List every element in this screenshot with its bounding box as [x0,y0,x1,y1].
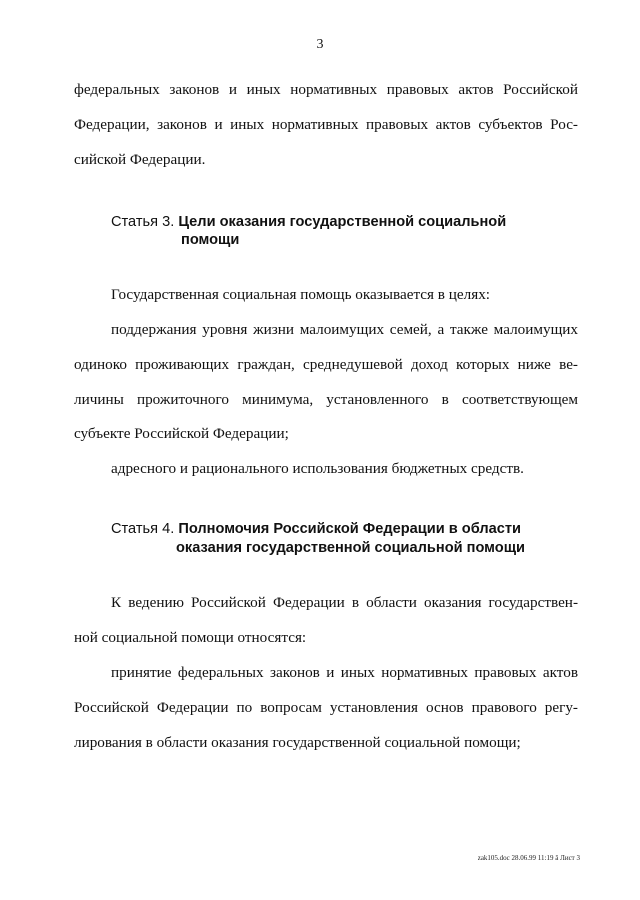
article3-paragraph-line: одиноко проживающих граждан, среднедушевой доход которых ниже ве- [74,356,578,373]
intro-line: Федерации, законов и иных нормативных правовых актов субъектов Рос- [74,116,578,133]
article3-paragraph-line: поддержания уровня жизни малоимущих семей, а также малоимущих [111,321,578,338]
article3-paragraph-line: субъекте Российской Федерации; [74,425,289,442]
article3-label: Статья 3. [111,214,175,230]
article3-paragraph-line: адресного и рационального использования бюджетных средств. [111,460,524,477]
article3-title-continued: помощи [181,232,240,248]
article4-paragraph-line: К ведению Российской Федерации в области оказания государствен- [111,594,578,611]
intro-line: сийской Федерации. [74,151,206,168]
article4-heading [111,520,521,538]
article3-title: Цели оказания государственной социальной [178,214,507,230]
article4-paragraph-line: ной социальной помощи относятся: [74,629,307,646]
article4-title-continued: оказания государственной социальной помощи [176,540,525,556]
article3-heading [111,213,506,231]
document-footer: zak105.doc 28.06.99 11:19 â Лист 3 [477,854,580,862]
intro-line: федеральных законов и иных нормативных правовых актов Российской [74,81,578,98]
article3-paragraph-line: личины прожиточного минимума, установленного в соответствующем [74,391,578,408]
page-number: 3 [316,37,324,52]
article4-label: Статья 4. [111,521,175,537]
article4-paragraph-line: принятие федеральных законов и иных нормативных правовых актов [111,664,578,681]
article3-paragraph-line: Государственная социальная помощь оказывается в целях: [111,286,491,303]
article4-paragraph-line: Российской Федерации по вопросам установления основ правового регу- [74,699,578,716]
article4-title: Полномочия Российской Федерации в области [178,521,521,537]
article4-paragraph-line: лирования в области оказания государственной социальной помощи; [74,734,521,751]
